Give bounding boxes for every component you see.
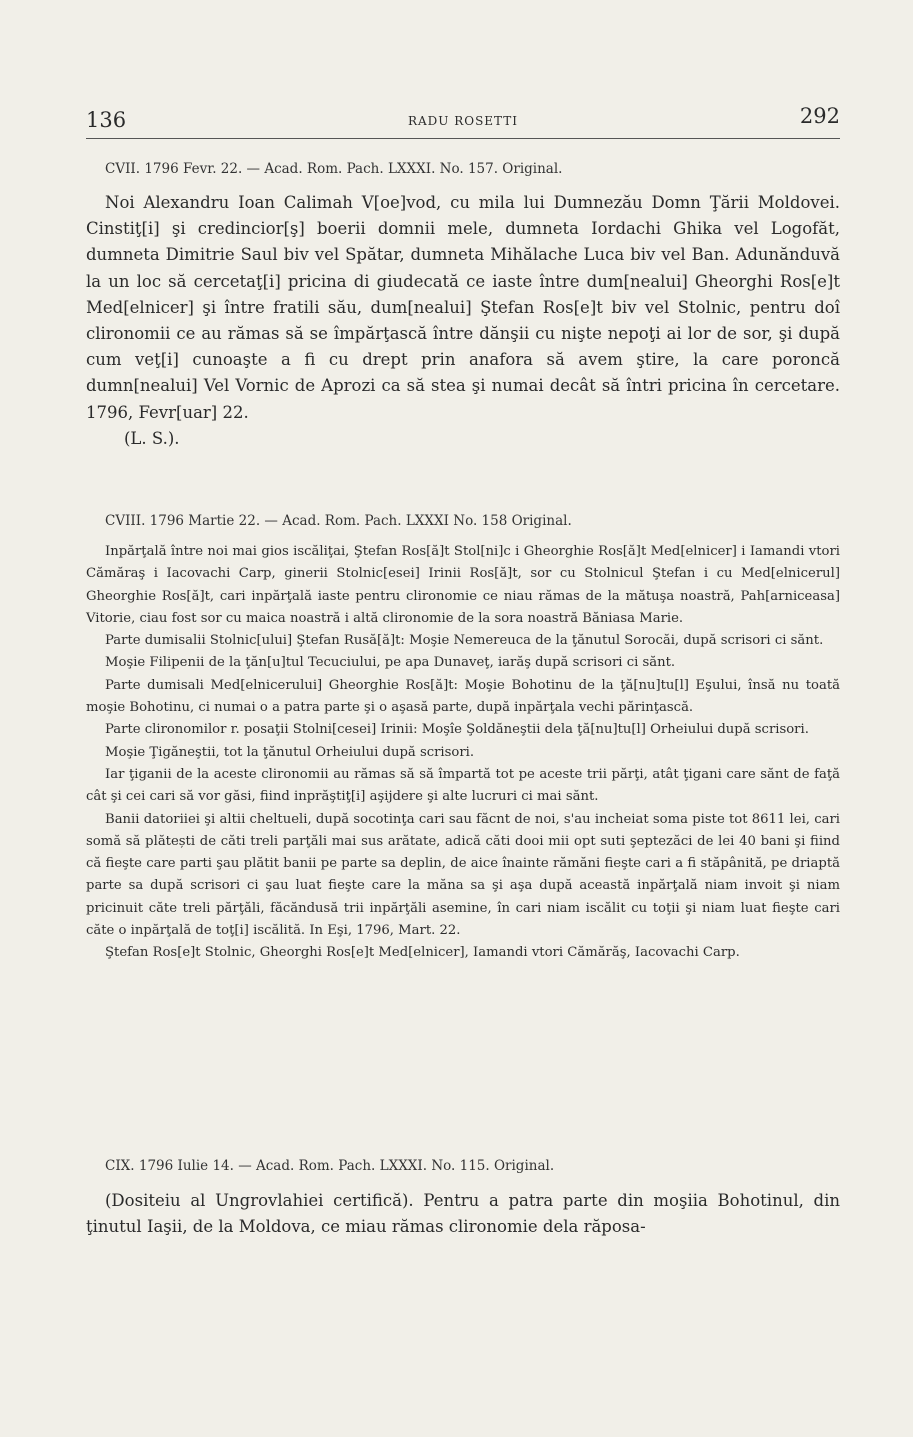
doc-cix-heading: CIX. 1796 Iulie 14. — Acad. Rom. Pach. LXXXI. No. 115. Original.	[105, 1158, 555, 1174]
doc-cviii-heading: CVIII. 1796 Martie 22. — Acad. Rom. Pach. LXXXI No. 158 Original.	[105, 513, 572, 529]
doc-cviii-paragraph: Iar ţiganii de la aceste clironomii au rămas să să împartă tot pe aceste trii părţi, atât ţigani care sănt de faţă cât şi cei cari să vor găsi, fiind inprăştiţ[i] aşijdere şi alte lucruri ci mai sănt.	[86, 766, 840, 805]
left-page-number: 136	[86, 108, 127, 132]
doc-cviii-paragraph: Banii datoriiei şi altii cheltueli, după socotinţa cari sau făcnt de noi, s'au incheiat soma piste tot 8611 lei, cari somă să plătești de căti treli parţăli mai sus arătate, adică căti dooi mii opt suti şeptezăci de lei 40 bani şi fiind că fieşte care parti şau plătit banii pe parte sa deplin, de aice înainte rămăni fieşte cari a fi stăpânită, pe driaptă parte sa după scrisori ci şau luat fieşte care la măna sa şi aşa după această inpărţală niam invoit şi niam pricinuit căte treli părţăli, făcăndusă trii inpărţăli asemine, în cari niam iscălit cu toţii şi niam luat fieşte cari căte o inpărţală de toţ[i] iscălită. In Eşi, 1796, Mart. 22.	[86, 811, 840, 939]
running-head	[86, 104, 840, 139]
doc-cviii-paragraph: Parte clironomilor r. posaţii Stolni[cesei] Irinii: Moşîe Şoldăneştii dela ţă[nu]tu[l] Orheiului după scrisori.	[105, 722, 809, 738]
doc-cviii-paragraph: Parte dumisalii Stolnic[ului] Ştefan Rusă[ă]t: Moşie Nemereuca de la ţănutul Sorocăi, după scrisori ci sănt.	[105, 633, 824, 649]
doc-cviii-paragraph: Moşie Ţigăneştii, tot la ţănutul Orheiului după scrisori.	[105, 744, 475, 760]
doc-cix-body	[86, 1188, 840, 1240]
doc-cviii-paragraph: Parte dumisali Med[elnicerului] Gheorghie Ros[ă]t: Moşie Bohotinu de la ţă[nu]tu[l] Eşului, însă nu toată moşie Bohotinu, ci numai o a patra parte şi o aşasă parte, după inpărţala vechi părinţască.	[86, 677, 840, 716]
doc-cvii-paragraph: Noi Alexandru Ioan Calimah V[oe]vod, cu mila lui Dumnezău Domn Ţării Moldovei. Cinstiţ[i] şi credincior[ş] boerii domnii mele, dumneta Iordachi Ghika vel Logofăt, dumneta Dimitrie Saul biv vel Spătar, dumneta Mihălache Luca biv vel Ban. Adunănduvă la un loc să cercetaţ[i] pricina di giudecată ce iaste între dum[nealui] Gheorghi Ros[e]t Med[elnicer] şi între fratili său, dum[nealui] Ştefan Ros[e]t biv vel Stolnic, pentru doî clironomii ce au rămas să se împărţască între dănşii cu nişte nepoţi ai lor de sor, şi după cum veţ[i] cunoaşte a fi cu drept prin anafora să avem ştire, la care poroncă dumn[nealui] Vel Vornic de Aprozi ca să stea şi numai decât să întri pricina în cercetare. 1796, Fevr[uar] 22.	[86, 193, 840, 422]
doc-cvii-body	[86, 190, 840, 452]
doc-cviii-paragraph: Ştefan Ros[e]t Stolnic, Gheorghi Ros[e]t Med[elnicer], Iamandi vtori Cămărăş, Iacovachi Carp.	[105, 945, 740, 961]
running-head-author: RADU ROSETTI	[407, 114, 519, 128]
doc-cix-paragraph: (Dositeiu al Ungrovlahiei certifică). Pentru a patra parte din moşiia Bohotinul, din ţinutul Iaşii, de la Moldova, ce miau rămas clironomie dela răposa-	[86, 1191, 840, 1237]
right-page-number: 292	[799, 104, 840, 128]
doc-cvii-seal: (L. S.).	[124, 428, 180, 448]
doc-cviii-paragraph: Inpărţală între noi mai gios iscăliţai, Ştefan Ros[ă]t Stol[ni]c i Gheorghie Ros[ă]t Med[elnicer] i Iamandi vtori Cămăraş i Iacovachi Carp, ginerii Stolnic[esei] Irinii Ros[ă]t, sor cu Stolnicul Ştefan i cu Med[elnicerul] Gheorghie Ros[ă]t, cari inpărţală iaste pentru clironomie ce niau rămas de la mătuşa noastră, Pah[arniceasa] Vitorie, ciau fost sor cu maica noastră i altă clironomie de la sora noastră Băniasa Marie.	[86, 544, 840, 626]
doc-cvii-heading: CVII. 1796 Fevr. 22. — Acad. Rom. Pach. LXXXI. No. 157. Original.	[105, 161, 563, 177]
doc-cviii-body	[86, 541, 840, 965]
doc-cviii-paragraph: Moşie Filipenii de la ţăn[u]tul Tecuciului, pe apa Dunaveţ, iarăş după scrisori ci sănt.	[105, 655, 676, 671]
